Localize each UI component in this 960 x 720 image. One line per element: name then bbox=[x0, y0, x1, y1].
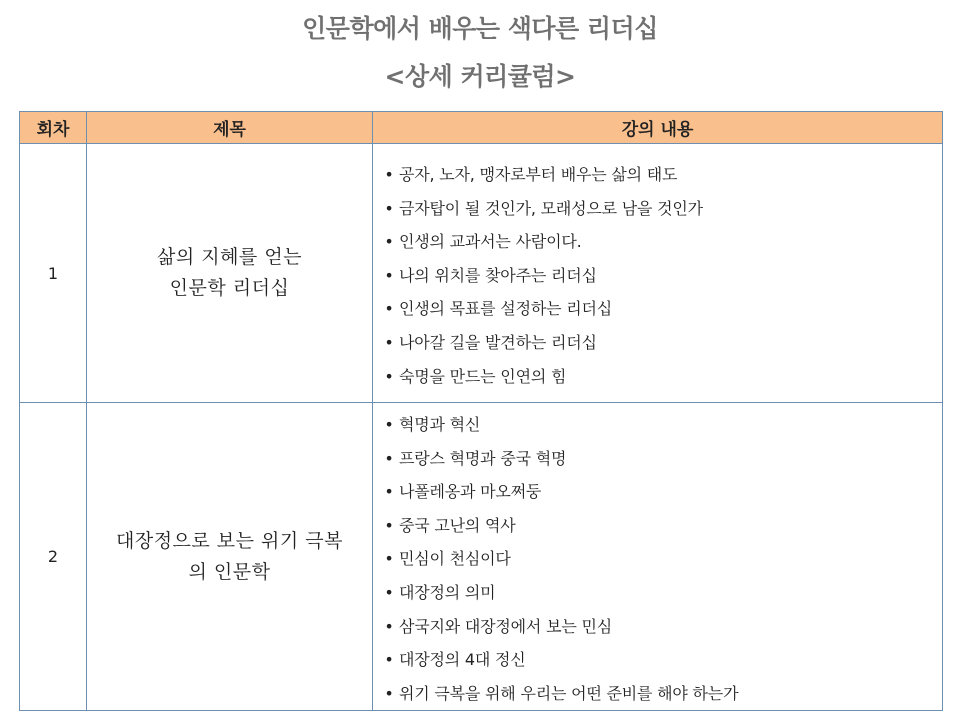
topic-item bbox=[373, 259, 942, 293]
bullet-icon: • bbox=[384, 299, 394, 319]
topic-text: 나의 위치를 찾아주는 리더십 bbox=[399, 265, 597, 285]
topic-item bbox=[373, 542, 942, 576]
topic-item bbox=[373, 292, 942, 326]
topic-text: 나폴레옹과 마오쩌둥 bbox=[399, 482, 542, 502]
bullet-icon: • bbox=[384, 265, 394, 285]
table-row bbox=[20, 403, 943, 711]
topic-text: 인생의 교과서는 사람이다. bbox=[399, 232, 582, 252]
session-title-line: 의 인문학 bbox=[188, 560, 271, 583]
page-subtitle: <상세 커리큘럼> bbox=[384, 62, 576, 91]
topic-text: 숙명을 만드는 인연의 힘 bbox=[399, 366, 567, 386]
bullet-icon: • bbox=[384, 448, 394, 468]
bullet-icon: • bbox=[384, 616, 394, 636]
topic-text: 나아갈 길을 발견하는 리더십 bbox=[399, 332, 597, 352]
session-title bbox=[87, 403, 373, 711]
topic-text: 민심이 천심이다 bbox=[399, 549, 511, 569]
topic-text: 혁명과 혁신 bbox=[399, 415, 481, 434]
session-number: 1 bbox=[20, 144, 87, 403]
topic-item bbox=[373, 326, 942, 360]
bullet-icon: • bbox=[384, 650, 394, 670]
column-header-title: 제목 bbox=[87, 112, 373, 144]
bullet-icon: • bbox=[384, 165, 394, 184]
bullet-icon: • bbox=[384, 482, 394, 502]
topic-item bbox=[373, 442, 942, 476]
bullet-icon: • bbox=[384, 232, 394, 252]
session-title-line: 대장정으로 보는 위기 극복 bbox=[115, 529, 343, 552]
table-row bbox=[20, 144, 943, 403]
bullet-icon: • bbox=[384, 683, 394, 703]
curriculum-table bbox=[19, 111, 943, 711]
topic-item bbox=[373, 677, 942, 711]
topic-text: 대장정의 의미 bbox=[399, 582, 496, 602]
topic-item bbox=[373, 360, 942, 394]
topic-item bbox=[373, 475, 942, 509]
topic-text: 중국 고난의 역사 bbox=[399, 515, 516, 535]
topic-text: 대장정의 4대 정신 bbox=[399, 650, 526, 670]
bullet-icon: • bbox=[384, 515, 394, 535]
bullet-icon: • bbox=[384, 332, 394, 352]
topic-text: 프랑스 혁명과 중국 혁명 bbox=[399, 448, 567, 468]
bullet-icon: • bbox=[384, 549, 394, 569]
topic-text: 공자, 노자, 맹자로부터 배우는 삶의 태도 bbox=[399, 165, 678, 184]
column-header-session: 회차 bbox=[20, 112, 87, 144]
session-content bbox=[373, 144, 943, 403]
topic-item bbox=[373, 225, 942, 259]
topic-item bbox=[373, 509, 942, 543]
session-content bbox=[373, 403, 943, 711]
session-title bbox=[87, 144, 373, 403]
topic-item bbox=[373, 408, 942, 442]
topic-list bbox=[373, 403, 942, 710]
topic-text: 위기 극복을 위해 우리는 어떤 준비를 해야 하는가 bbox=[399, 683, 739, 703]
topic-item bbox=[373, 192, 942, 226]
topic-item bbox=[373, 610, 942, 644]
topic-text: 삼국지와 대장정에서 보는 민심 bbox=[399, 616, 612, 636]
column-header-content: 강의 내용 bbox=[373, 112, 943, 144]
topic-item bbox=[373, 643, 942, 677]
session-title-line: 삶의 지혜를 얻는 bbox=[156, 246, 303, 268]
topic-item bbox=[373, 158, 942, 192]
topic-text: 인생의 목표를 설정하는 리더십 bbox=[399, 299, 612, 319]
session-title-line: 인문학 리더십 bbox=[169, 277, 290, 299]
bullet-icon: • bbox=[384, 415, 394, 434]
bullet-icon: • bbox=[384, 582, 394, 602]
topic-list bbox=[373, 144, 942, 393]
session-number: 2 bbox=[20, 403, 87, 711]
topic-text: 금자탑이 될 것인가, 모래성으로 남을 것인가 bbox=[399, 198, 703, 218]
bullet-icon: • bbox=[384, 198, 394, 218]
bullet-icon: • bbox=[384, 366, 394, 386]
topic-item bbox=[373, 576, 942, 610]
table-header-row bbox=[20, 112, 943, 144]
page-title: 인문학에서 배우는 색다른 리더십 bbox=[302, 14, 658, 43]
